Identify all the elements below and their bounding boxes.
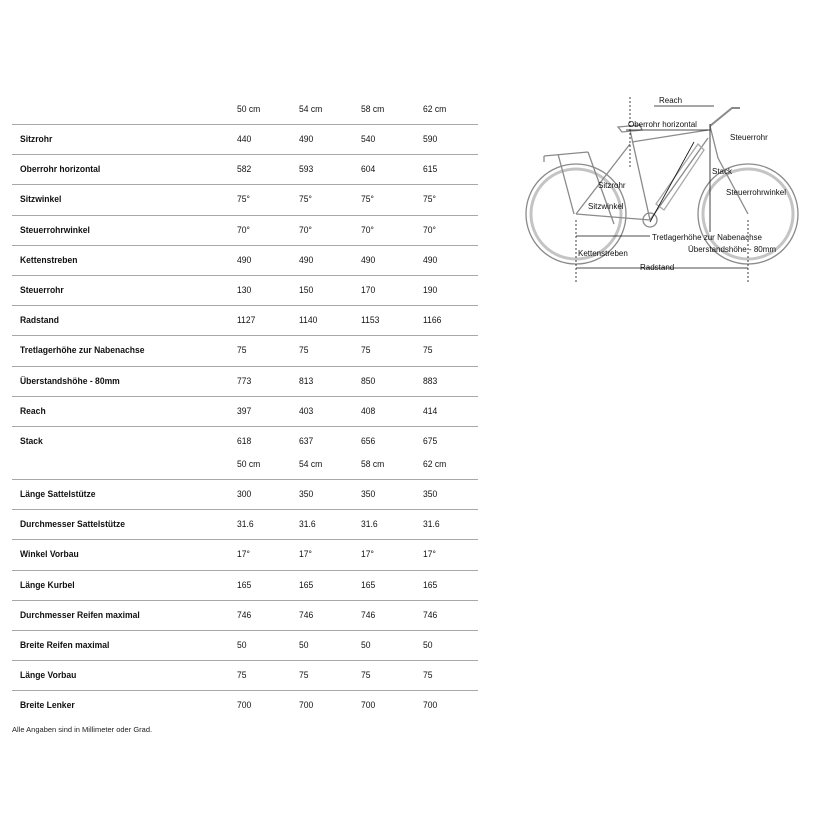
row-value: 75 [299,670,309,682]
row-value: 593 [299,164,314,176]
row-value: 700 [361,700,376,712]
row-label: Stack [20,435,43,447]
row-value: 746 [299,609,314,621]
row-value: 165 [299,579,314,591]
standover-label: Überstandshöhe - 80mm [688,245,777,254]
row-value: 17° [423,549,436,561]
row-value: 31.6 [423,519,440,531]
row-value: 618 [237,435,252,447]
row-value: 414 [423,405,438,417]
row-label: Breite Reifen maximal [20,639,110,651]
row-value: 1166 [423,315,442,327]
row-value: 50 [299,639,309,651]
row-value: 675 [423,435,438,447]
row-value: 165 [237,579,252,591]
size-header-row [12,95,478,124]
row-value: 300 [237,489,252,500]
table-row [12,600,478,630]
table-row [12,154,478,184]
row-value: 490 [299,254,314,266]
row-label: Länge Sattelstütze [20,489,96,500]
row-value: 883 [423,375,438,387]
size-header: 58 cm [361,104,385,115]
row-label: Breite Lenker [20,700,75,712]
row-label: Kettenstreben [20,254,78,266]
row-value: 490 [299,134,314,145]
top-tube-label: Oberrohr horizontal [628,120,697,129]
row-value: 656 [361,435,376,447]
row-label: Durchmesser Sattelstütze [20,519,126,531]
row-value: 17° [237,549,250,561]
size-header: 58 cm [361,459,385,470]
row-value: 490 [361,254,376,266]
row-label: Sitzwinkel [20,194,62,206]
table-row [12,690,478,720]
down-tube [650,138,708,220]
row-label: Oberrohr horizontal [20,164,101,176]
row-value: 70° [237,224,250,236]
row-value: 17° [299,549,312,561]
row-value: 540 [361,134,376,145]
size-header: 62 cm [423,104,447,115]
table-row [12,570,478,600]
row-value: 490 [237,254,252,266]
table-row [12,245,478,275]
head-tube-label: Steuerrohr [730,133,768,142]
row-value: 350 [423,489,438,500]
row-value: 397 [237,405,252,417]
row-value: 50 [423,639,433,651]
row-value: 75 [423,670,433,682]
row-value: 75° [237,194,250,206]
row-value: 746 [361,609,376,621]
row-value: 637 [299,435,314,447]
row-value: 615 [423,164,438,176]
table-row [12,335,478,365]
row-value: 31.6 [299,519,316,531]
row-value: 350 [299,489,314,500]
size-header: 50 cm [237,459,261,470]
table-row [12,184,478,214]
size-header: 54 cm [299,104,323,115]
row-value: 165 [361,579,376,591]
reach-label: Reach [659,96,683,105]
chainstay-label: Kettenstreben [578,249,628,258]
row-value: 75° [299,194,312,206]
row-label: Länge Kurbel [20,579,75,591]
handlebar [710,108,740,126]
row-value: 604 [361,164,376,176]
row-value: 1140 [299,315,318,327]
size-header: 50 cm [237,104,261,115]
row-label: Steuerrohr [20,284,64,296]
row-value: 150 [299,284,314,296]
row-value: 50 [237,639,247,651]
geometry-table [12,95,478,456]
row-value: 590 [423,134,438,145]
row-value: 75 [299,345,309,357]
seat-tube [630,130,650,220]
bb-drop-label: Tretlagerhöhe zur Nabenachse [652,233,762,242]
table-row [12,124,478,154]
table-row [12,630,478,660]
row-value: 75° [423,194,436,206]
geometry-rows [12,124,478,456]
row-value: 490 [423,254,438,266]
stack-label: Stack [712,167,733,176]
row-value: 17° [361,549,374,561]
row-label: Sitzrohr [20,134,53,145]
row-label: Länge Vorbau [20,670,77,682]
row-value: 440 [237,134,252,145]
row-value: 746 [423,609,438,621]
row-value: 75 [423,345,433,357]
row-label: Tretlagerhöhe zur Nabenachse [20,345,145,357]
row-value: 50 [361,639,371,651]
row-value: 850 [361,375,376,387]
row-value: 70° [361,224,374,236]
row-value: 70° [423,224,436,236]
bike-geometry-diagram [518,92,818,292]
row-value: 403 [299,405,314,417]
row-label: Winkel Vorbau [20,549,79,561]
footnote: Alle Angaben sind in Millimeter oder Grad. [12,725,153,734]
row-value: 700 [299,700,314,712]
row-label: Durchmesser Reifen maximal [20,609,140,621]
row-label: Steuerrohrwinkel [20,224,90,236]
component-rows [12,479,478,721]
row-value: 350 [361,489,376,500]
row-value: 813 [299,375,314,387]
size-header: 54 cm [299,459,323,470]
row-value: 75 [237,345,247,357]
table-row [12,275,478,305]
row-value: 170 [361,284,376,296]
row-label: Reach [20,405,46,417]
seat-tube-label: Sitzrohr [598,181,626,190]
row-value: 165 [423,579,438,591]
table-row [12,396,478,426]
row-value: 75 [237,670,247,682]
row-value: 75° [361,194,374,206]
size-header: 62 cm [423,459,447,470]
top-tube [632,130,708,142]
row-value: 746 [237,609,252,621]
head-angle-label: Steuerrohrwinkel [726,188,787,197]
row-value: 700 [237,700,252,712]
components-table [12,450,478,721]
row-value: 190 [423,284,438,296]
row-value: 130 [237,284,252,296]
row-value: 1153 [361,315,380,327]
row-value: 1127 [237,315,256,327]
row-value: 582 [237,164,252,176]
wheelbase-label: Radstand [640,263,675,272]
row-label: Radstand [20,315,59,327]
table-row [12,479,478,509]
row-value: 75 [361,345,371,357]
table-row [12,539,478,569]
table-row [12,215,478,245]
size-header-row [12,450,478,479]
table-row [12,366,478,396]
row-value: 700 [423,700,438,712]
seat-angle-label: Sitzwinkel [588,202,624,211]
table-row [12,660,478,690]
table-row [12,509,478,539]
row-value: 773 [237,375,252,387]
row-value: 70° [299,224,312,236]
row-value: 31.6 [361,519,378,531]
row-value: 408 [361,405,376,417]
row-value: 75 [361,670,371,682]
row-label: Überstandshöhe - 80mm [20,375,120,387]
table-row [12,305,478,335]
row-value: 31.6 [237,519,254,531]
seat-tube-line [650,142,694,222]
